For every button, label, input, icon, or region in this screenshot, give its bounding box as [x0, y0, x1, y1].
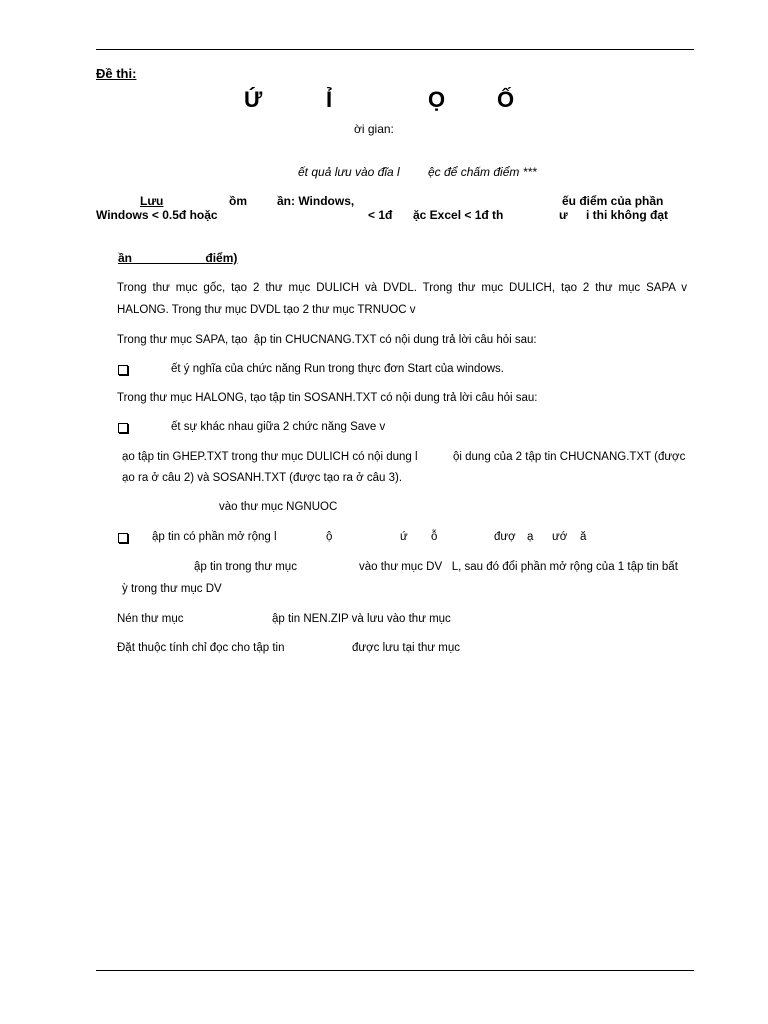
question-6-f: ạ — [527, 531, 534, 543]
rules-note-label: Lưu — [140, 194, 164, 208]
title-glyph-2: Ỉ — [326, 87, 333, 112]
section-heading-gap — [132, 251, 205, 265]
title-glyph-1: Ứ — [244, 87, 263, 112]
question-6-e: đượ — [494, 531, 516, 543]
note-left: ết quả lưu vào đĩa l — [298, 165, 400, 179]
question-5: vào thư mục NGNUOC — [219, 501, 338, 513]
question-7-line-1b: vào thư mục DV L, sau đó đổi phần mở rộng của 1 tập tin bất — [359, 561, 678, 573]
question-9a: Đặt thuộc tính chỉ đọc cho tập tin — [117, 642, 285, 654]
question-6-h: ă — [580, 531, 587, 543]
question-6-a: ập tin có phần mở rộng l — [152, 531, 277, 543]
checkbox-bullet-icon — [118, 365, 128, 375]
question-2: Trong thư mục SAPA, tạo ập tin CHUCNANG.TXT có nội dung trả lời câu hỏi sau: — [117, 334, 537, 346]
question-7-line-2: ỳ trong thư mục DV — [122, 583, 222, 595]
time-fragment: ời gian: — [354, 122, 394, 136]
question-1-line-2: HALONG. Trong thư mục DVDL tạo 2 thư mục TRNUOC v — [117, 304, 416, 316]
question-3-bullet: ết sự khác nhau giữa 2 chức năng Save v — [171, 421, 386, 433]
header-rule — [96, 49, 694, 50]
question-7-line-1a: ập tin trong thư mục — [194, 561, 297, 573]
question-6-c: ứ — [400, 531, 408, 543]
rules-line1-c: ần: Windows, — [277, 194, 355, 208]
rules-line2-c: ặc Excel < 1đ th — [413, 208, 504, 222]
question-2-bullet: ết ý nghĩa của chức năng Run trong thực đơn Start của windows. — [171, 363, 504, 375]
footer-rule — [96, 970, 694, 971]
question-6-d: ỗ — [431, 531, 438, 543]
exam-label: Đề thi: — [96, 66, 137, 81]
rules-line2-a: Windows < 0.5đ hoặc — [96, 208, 218, 222]
question-4-line-1b: ội dung của 2 tập tin CHUCNANG.TXT (được — [453, 451, 686, 463]
question-6-b: ộ — [326, 531, 333, 543]
question-4-line-1a: ạo tập tin GHEP.TXT trong thư mục DULICH có nội dung l — [122, 451, 418, 463]
question-8b: ập tin NEN.ZIP và lưu vào thư mục — [272, 613, 451, 625]
rules-line1-b: ồm — [229, 194, 247, 208]
rules-line1-d: ếu điểm của phần — [562, 194, 664, 208]
question-3: Trong thư mục HALONG, tạo tập tin SOSANH.TXT có nội dung trả lời câu hỏi sau: — [117, 392, 538, 404]
note-right: ệc để chấm điểm *** — [428, 165, 537, 179]
rules-line2-b: < 1đ — [368, 208, 393, 222]
checkbox-bullet-icon — [118, 423, 128, 433]
question-6-g: ướ — [552, 531, 568, 543]
question-1-line-1: Trong thư mục gốc, tạo 2 thư mục DULICH và DVDL. Trong thư mục DULICH, tạo 2 thư mục SAPA v — [117, 282, 687, 294]
title-glyph-3: Ọ — [428, 87, 446, 112]
checkbox-bullet-icon — [118, 533, 128, 543]
question-8a: Nén thư mục — [117, 613, 184, 625]
section-heading — [118, 251, 237, 265]
section-heading-a: ần — [118, 251, 133, 265]
rules-line2-d: ư — [559, 208, 568, 222]
section-heading-b: điểm) — [205, 251, 238, 265]
question-9b: được lưu tại thư mục — [352, 642, 460, 654]
rules-line2-e: i thi không đạt — [586, 208, 668, 222]
question-4-line-2: ạo ra ở câu 2) và SOSANH.TXT (được tạo ra ở câu 3). — [122, 472, 403, 484]
title-glyph-4: Ố — [497, 87, 515, 112]
